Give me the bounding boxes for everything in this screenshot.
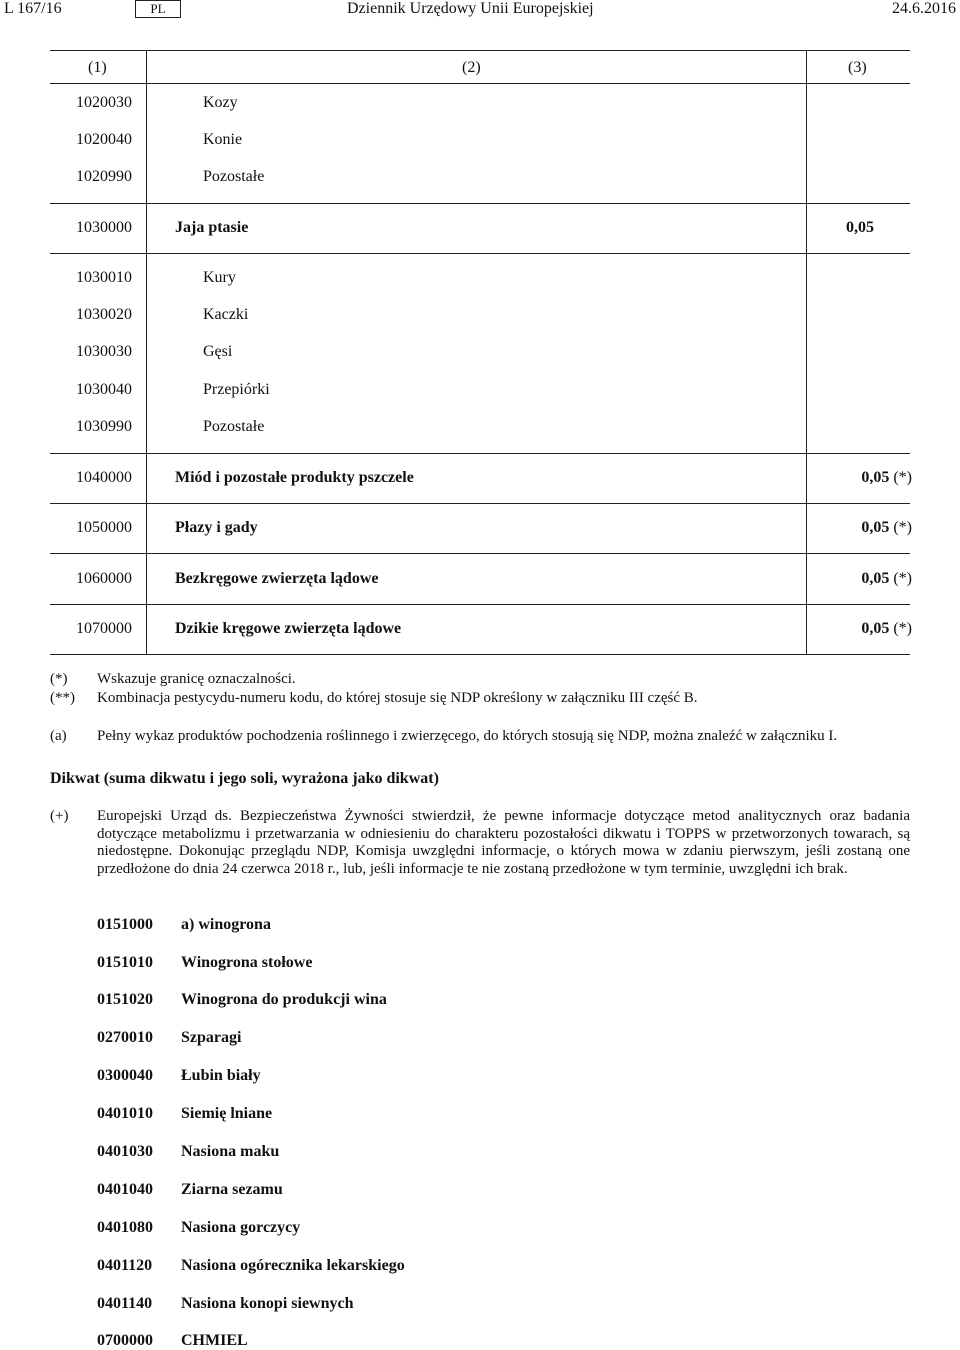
- paragraph-text: Europejski Urząd ds. Bezpieczeństwa Żywności stwierdził, że pewne informacje dotyczące metod analitycznych oraz badania dotyczące metabolizmu i przetwarzania w odniesieniu do charakteru pozostałości dikwatu i TOPPS w przetworzonych towarach, są niedostępne. Dokonując przeglądu NDP, Komisja uwzględni informacje, o których mowa w zdaniu pierwszym, jeśli zostaną one przedłożone do dnia 24 czerwca 2018 r., lub, jeśli informacje te nie zostaną przedłożone w tym terminie, uwzględni ich brak.: [97, 808, 910, 877]
- product-code: 0401040: [97, 1181, 153, 1198]
- product-name: Nasiona gorczycy: [181, 1219, 301, 1236]
- language-badge: PL: [135, 0, 181, 18]
- product-name: Nasiona maku: [181, 1143, 280, 1160]
- column-header: (1): [88, 59, 107, 76]
- product-code: 0300040: [97, 1067, 153, 1084]
- table-rule: [50, 453, 910, 454]
- mrl-footnote-mark: (*): [889, 620, 912, 637]
- product-name: Nasiona konopi siewnych: [181, 1295, 354, 1312]
- page-number: L 167/16: [4, 0, 62, 17]
- product-code: 0700000: [97, 1332, 153, 1349]
- row-mrl-value: [861, 569, 912, 589]
- product-code: 0401080: [97, 1219, 153, 1236]
- product-code: 0151000: [97, 916, 153, 933]
- table-rule: [50, 253, 910, 254]
- row-code: 1030000: [76, 219, 132, 236]
- row-name: Przepiórki: [203, 381, 270, 398]
- mrl-number: 0,05: [861, 519, 890, 536]
- table-rule: [50, 50, 910, 51]
- page-header: [0, 0, 960, 22]
- product-code: 0151010: [97, 954, 153, 971]
- row-code: 1030030: [76, 343, 132, 360]
- row-name: Konie: [203, 131, 243, 148]
- section-title: Dikwat (suma dikwatu i jego soli, wyrażona jako dikwat): [50, 770, 439, 787]
- column-header: (3): [848, 59, 867, 76]
- row-code: 1030040: [76, 381, 132, 398]
- column-header: (2): [462, 59, 481, 76]
- product-name: Nasiona ogórecznika lekarskiego: [181, 1257, 405, 1274]
- product-code: 0401010: [97, 1105, 153, 1122]
- row-name: Miód i pozostałe produkty pszczele: [175, 469, 414, 486]
- journal-title: Dziennik Urzędowy Unii Europejskiej: [347, 0, 594, 17]
- mrl-footnote-mark: (*): [889, 519, 912, 536]
- table-rule: [50, 604, 910, 605]
- row-name: Płazy i gady: [175, 519, 258, 536]
- row-name: Pozostałe: [203, 418, 265, 435]
- row-code: 1030020: [76, 306, 132, 323]
- mrl-footnote-mark: (*): [889, 469, 912, 486]
- row-name: Dzikie kręgowe zwierzęta lądowe: [175, 620, 402, 637]
- product-code: 0401120: [97, 1257, 153, 1274]
- publication-date: 24.6.2016: [892, 0, 956, 17]
- row-mrl-value: [861, 468, 912, 488]
- mrl-number: 0,05: [861, 570, 890, 587]
- product-name: Szparagi: [181, 1029, 242, 1046]
- table-rule: [50, 654, 910, 655]
- row-code: 1040000: [76, 469, 132, 486]
- product-code: 0401140: [97, 1295, 153, 1312]
- mrl-number: 0,05: [846, 219, 874, 236]
- row-mrl-value: [861, 518, 912, 538]
- product-name: Winogrona do produkcji wina: [181, 991, 387, 1008]
- row-code: 1020990: [76, 168, 132, 185]
- product-code: 0151020: [97, 991, 153, 1008]
- row-mrl-value: [846, 218, 874, 238]
- mrl-number: 0,05: [861, 620, 890, 637]
- footnote-mark: (a): [50, 728, 67, 744]
- row-name: Bezkręgowe zwierzęta lądowe: [175, 570, 379, 587]
- row-code: 1060000: [76, 570, 132, 587]
- row-code: 1030990: [76, 418, 132, 435]
- table-rule: [50, 553, 910, 554]
- product-name: Siemię lniane: [181, 1105, 273, 1122]
- product-code: 0270010: [97, 1029, 153, 1046]
- table-rule: [50, 83, 910, 84]
- table-col-divider: [806, 50, 807, 654]
- footnote-mark: (**): [50, 690, 75, 706]
- mrl-number: 0,05: [861, 469, 890, 486]
- paragraph-mark: (+): [50, 808, 69, 824]
- row-name: Jaja ptasie: [175, 219, 249, 236]
- product-name: Ziarna sezamu: [181, 1181, 283, 1198]
- mrl-footnote-mark: (*): [889, 570, 912, 587]
- footnote-mark: (*): [50, 671, 68, 687]
- row-code: 1020030: [76, 94, 132, 111]
- product-name: Łubin biały: [181, 1067, 261, 1084]
- product-name: Winogrona stołowe: [181, 954, 313, 971]
- footnote-text: Pełny wykaz produktów pochodzenia roślinnego i zwierzęcego, do których stosują się NDP, można znaleźć w załączniku I.: [97, 728, 838, 744]
- row-mrl-value: [861, 619, 912, 639]
- footnote-text: Wskazuje granicę oznaczalności.: [97, 671, 296, 687]
- row-name: Kury: [203, 269, 236, 286]
- footnote-text: Kombinacja pestycydu-numeru kodu, do której stosuje się NDP określony w załączniku III część B.: [97, 690, 698, 706]
- row-code: 1020040: [76, 131, 132, 148]
- row-name: Kaczki: [203, 306, 249, 323]
- row-code: 1050000: [76, 519, 132, 536]
- product-name: a) winogrona: [181, 916, 271, 933]
- row-name: Gęsi: [203, 343, 233, 360]
- table-rule: [50, 503, 910, 504]
- row-code: 1030010: [76, 269, 132, 286]
- product-code: 0401030: [97, 1143, 153, 1160]
- row-name: Kozy: [203, 94, 238, 111]
- table-col-divider: [146, 50, 147, 654]
- table-rule: [50, 203, 910, 204]
- row-code: 1070000: [76, 620, 132, 637]
- row-name: Pozostałe: [203, 168, 265, 185]
- product-name: CHMIEL: [181, 1332, 248, 1349]
